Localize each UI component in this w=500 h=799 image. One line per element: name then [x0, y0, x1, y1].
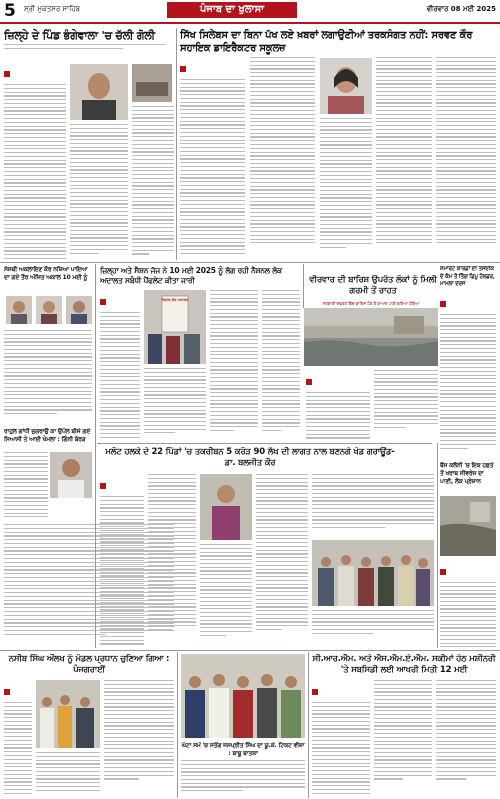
section-masthead: ਪੰਜਾਬ ਦਾ ਖੁਲਾਸਾ — [167, 2, 297, 18]
text-syllabus-col2 — [250, 57, 315, 257]
headline-akal: ਸੰਸਥੀ ਅਕਲਾਇਣ ਕੌਰ ਨਸ਼ਿਆ ਪਾਇਆ ਦਾ ਗਏ ਤੌਰ ਅੱਜਿਤ ਅਕਾਲ 10 ਮਈ ਨੂੰ — [4, 266, 88, 281]
headline-weather: ਵੀਰਵਾਰ ਦੀ ਬਾਰਿਸ਼ ਉਪਰੰਤ ਲੋਕਾਂ ਨੂੰ ਮਿਲੀ ਗਰਮੀ ਤੋਂ ਰਾਹਤ — [309, 275, 437, 296]
subhead-firing — [4, 44, 174, 58]
photo-scene — [132, 64, 172, 102]
text-syllabus-col1 — [180, 57, 245, 257]
photo-sewage — [440, 496, 496, 556]
headline-bains-colony: ਬੈਂਸ ਕਲੋਨੀ 'ਚ ਇਕ ਹਫ਼ਤੇ ਤੋਂ ਖਰਾਬ ਸੀਵਰੇਜ ਦਾ ਪਾਣੀ, ਲੋਕ ਪ੍ਰੇਸ਼ਾਨ — [440, 462, 494, 485]
photo-malout — [200, 474, 252, 540]
text-syllabus-col5 — [436, 57, 496, 257]
felicitation-photo-icon — [36, 680, 100, 748]
text-firing-col2 — [70, 124, 128, 262]
text-malout-col2 — [148, 474, 196, 646]
scene-photo-icon — [132, 64, 172, 102]
group-photo-icon — [312, 540, 434, 606]
text-subsidy-col1 — [312, 680, 370, 796]
page-number: 5 — [4, 1, 16, 21]
headline-subsidy: ਸੀ.ਆਰ.ਐਮ. ਅਤੇ ਐਸ.ਐਮ.ਏ.ਐਮ. ਸਕੀਮਾਂ ਹੇਠ ਮਸ਼ੀਨਰੀ 'ਤੇ ਸਬਸਿਡੀ ਲਈ ਆਖਰੀ ਮਿਤੀ 12 ਮਈ — [312, 654, 496, 675]
text-lok-adalat-under-photo — [144, 368, 206, 440]
headline-visa: ਘੱਟਾ ਸਮੇਂ 'ਚ ਸਤੋਂਗ ਜਸਪ੍ਰੀਤ ਸਿੰਘ ਦਾ ਯੂ.ਕੇ. ਟਿਕਟ ਵੀਜ਼ਾ : ਬਾਬੂ ਬਾਤਸ਼ਾ — [181, 742, 305, 757]
headline-naseeb: ਨਸੀਬ ਸਿੰਘ ਔਲਖ ਨੂੰ ਮੰਡਲ ਪ੍ਰਧਾਨ ਚੁਣਿਆ ਗਿਆ : ਪੰਜਗਰਾਈਂ — [8, 654, 170, 675]
text-naseeb-under-photo — [36, 752, 100, 796]
text-akal — [4, 330, 92, 422]
text-naseeb-col1 — [4, 680, 32, 796]
text-naseeb-col2 — [104, 680, 174, 796]
text-subsidy-col2 — [374, 680, 432, 796]
caption-rain: ਸਰਕਾਰੀ ਦਫ਼ਤਰ ਵਿੱਚ ਬਾਰਿਸ਼ ਹੋਣ ਤੋਂ ਬਾਅਦ ਪਾਣੀ ਭਰਿਆ ਹੋਇਆ — [322, 301, 420, 306]
photo-rahul — [50, 452, 92, 498]
headline-lok-adalat: ਜ਼ਿਲ੍ਹਾ ਅਤੇ ਸੈਸ਼ਨ ਜੱਜ ਨੇ 10 ਮਈ 2025 ਨੂੰ ਲੱਗ ਰਹੀ ਨੈਸ਼ਨਲ ਲੋਕ ਅਦਾਲਤ ਸਬੰਧੀ ਪੈਂਫਲੇਟ ਕੀਤਾ ਜਾਰੀ — [100, 266, 282, 285]
text-syllabus-col3 — [320, 118, 372, 258]
visa-group-photo-icon — [181, 654, 305, 738]
header-rule — [0, 22, 500, 24]
headline-firing: ਜ਼ਿਲ੍ਹੇ ਦੇ ਪਿੰਡ ਭੰਗੇਵਾਲਾ 'ਚ ਚੱਲੀ ਗੋਲੀ — [4, 29, 155, 42]
text-weather-col1 — [306, 370, 370, 440]
text-smart-cards-b — [440, 406, 496, 460]
text-firing-col1 — [4, 62, 66, 262]
photo-director — [320, 58, 372, 114]
headline-rahul: ਰਾਹੁਲ ਗਾਂਧੀ ਜੁਗਰਾਉ ਕਾ ਉਪੱਲ ਬੀਜੇ ਗਏ ਸਿਆਸੀ ਤੇ ਆਈ ਖੇਮਲਾ : ਗਿੰਨੀ ਬੱਰੜ — [4, 428, 91, 443]
text-syllabus-col4 — [376, 57, 432, 257]
photo-victim — [70, 64, 128, 120]
minister-photo-icon — [200, 474, 252, 540]
photo-visa — [181, 654, 305, 738]
headline-syllabus: ਸਿੱਖ ਸਿਲੇਬਸ ਦਾ ਬਿਨਾ ਪੱਖ ਲਏ ਖ਼ਬਰਾਂ ਲਗਾਉਣੀਆਂ ਤਰਕਸੰਗਤ ਨਹੀਂ: ਸਰਵਣ ਕੌਰ ਸਹਾਇਕ ਡਾਇਰੈਕਟਰ ਸਕੂਲਜ਼ — [180, 30, 473, 54]
issue-date: ਵੀਰਵਾਰ 08 ਮਈ 2025 — [426, 5, 496, 13]
lok-adalat-banner: ਨੈਸ਼ਨਲ ਲੋਕ ਅਦਾਲਤ — [161, 298, 189, 302]
photo-rain — [304, 308, 438, 366]
byline-tag — [4, 71, 10, 77]
person-photo-icon — [6, 296, 32, 324]
headline-smart-cards: ਸਮਾਰਟ ਕਾਰਡਾਂ ਦੀ ਤਸਦੀਕ ਦੇ ਕੰਮ ਤੋਂ ਤਿੰਗ ਡਿਪੂ ਹੋਲਡਰ, ਮਾਮਲਾ ਦਰਜ — [440, 266, 495, 287]
photo-small-1 — [6, 296, 32, 324]
person-photo-icon — [36, 296, 62, 324]
person-photo-icon — [70, 64, 128, 120]
text-malout-under-photo — [200, 544, 252, 646]
photo-small-3 — [66, 296, 92, 324]
text-subsidy-col3 — [436, 680, 496, 796]
text-malout-caption — [312, 610, 434, 646]
text-weather-col2 — [374, 370, 438, 440]
text-malout-col1 — [100, 474, 144, 646]
sewage-photo-icon — [440, 496, 496, 556]
text-smart-cards — [440, 292, 496, 402]
text-malout-col4 — [312, 474, 434, 536]
headline-malout: ਮਲੋਟ ਹਲਕੇ ਦੇ 22 ਪਿੰਡਾਂ 'ਚ ਤਕਰੀਬਨ 5 ਕਰੋੜ 90 ਲੱਖ ਦੀ ਲਾਗਤ ਨਾਲ ਬਣਨਗੇ ਖੇਡ ਗਰਾਊਂਡ- ਡਾ. ਬਲਜੀਤ ਕੌਰ — [105, 447, 395, 468]
flooded-street-photo-icon — [304, 308, 438, 366]
text-firing-col3 — [132, 106, 174, 262]
person-photo-icon — [50, 452, 92, 498]
text-rahul-a — [4, 452, 48, 524]
person-photo-icon — [66, 296, 92, 324]
photo-lok-adalat — [144, 290, 206, 364]
photo-malout-group — [312, 540, 434, 606]
text-lok-adalat-col1 — [100, 290, 140, 440]
paper-name: ਸ੍ਰੀ ਮੁਕਤਸਰ ਸਾਹਿਬ — [24, 5, 81, 13]
woman-portrait-icon — [320, 58, 372, 114]
text-visa — [181, 760, 305, 796]
text-bains-colony — [440, 560, 496, 648]
text-lok-adalat-col2 — [210, 290, 258, 440]
text-malout-col3 — [256, 474, 308, 646]
photo-naseeb — [36, 680, 100, 748]
text-lok-adalat-col3 — [262, 290, 300, 440]
page-header — [0, 0, 500, 22]
photo-small-2 — [36, 296, 62, 324]
